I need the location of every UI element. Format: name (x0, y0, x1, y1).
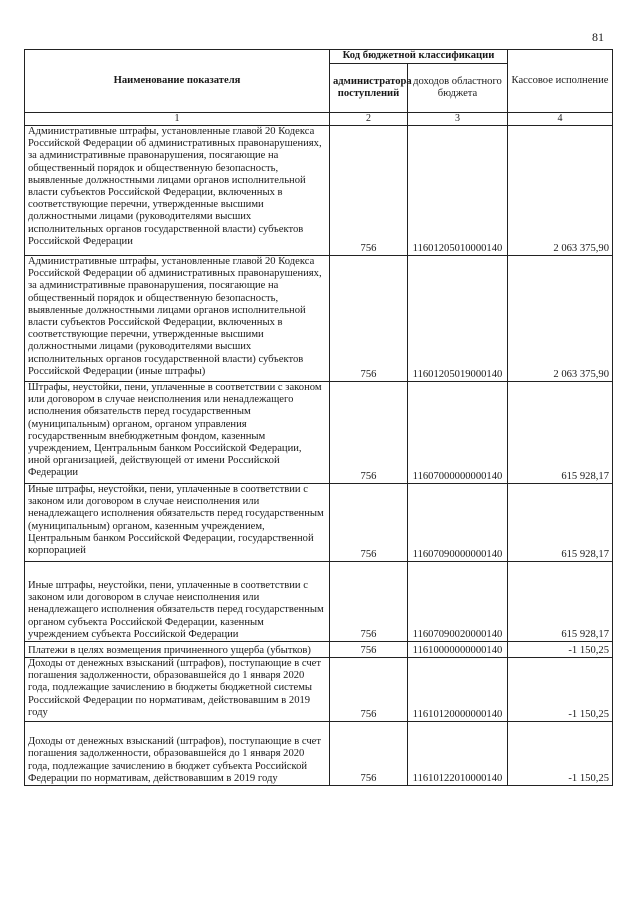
column-number: 2 (330, 113, 408, 126)
cash-execution-amount: -1 150,25 (508, 722, 613, 786)
header-budget-classification-code: Код бюджетной классификации (330, 50, 508, 64)
admin-code: 756 (330, 484, 408, 562)
indicator-name: Доходы от денежных взысканий (штрафов), поступающие в счет погашения задолженности, образовавшейся до 1 января 2020 года, подлежащие зачислению в бюджет субъекта Российской Федерации по нормативам, действовавшим в 2019 году (25, 722, 330, 786)
revenue-code: 11607090020000140 (408, 562, 508, 642)
column-number: 1 (25, 113, 330, 126)
revenue-code: 11610120000000140 (408, 658, 508, 722)
cash-execution-amount: -1 150,25 (508, 658, 613, 722)
table-row (25, 642, 613, 658)
indicator-name: Доходы от денежных взысканий (штрафов), поступающие в счет погашения задолженности, образовавшейся до 1 января 2020 года, подлежащие зачислению в бюджеты бюджетной системы Российской Федерации по нормативам, действовавшим в 2019 году (25, 658, 330, 722)
cash-execution-amount: 615 928,17 (508, 382, 613, 484)
cash-execution-amount: 615 928,17 (508, 562, 613, 642)
cash-execution-amount: -1 150,25 (508, 642, 613, 658)
cash-execution-amount: 615 928,17 (508, 484, 613, 562)
header-cash-execution: Кассовое исполнение (508, 50, 613, 113)
cash-execution-amount: 2 063 375,90 (508, 256, 613, 382)
table-row (25, 256, 613, 382)
page-number: 81 (592, 30, 604, 44)
revenue-code: 11601205019000140 (408, 256, 508, 382)
indicator-name: Административные штрафы, установленные главой 20 Кодекса Российской Федерации об административных правонарушениях, за административные правонарушения, посягающие на общественный порядок и общественную безопасность, выявленные должностными лицами органов исполнительной власти субъектов Российской Федерации, включенных в соответствующие перечни, утвержденные высшими должностными лицами (руководителями высших исполнительных органов государственной власти) субъектов Российской Федерации (25, 126, 330, 256)
admin-code: 756 (330, 382, 408, 484)
column-number: 4 (508, 113, 613, 126)
admin-code: 756 (330, 658, 408, 722)
admin-code: 756 (330, 722, 408, 786)
column-numbers-row (25, 113, 613, 126)
table-row (25, 562, 613, 642)
cash-execution-amount: 2 063 375,90 (508, 126, 613, 256)
revenue-code: 11607000000000140 (408, 382, 508, 484)
header-admin-code: администратора поступлений (330, 64, 408, 113)
admin-code: 756 (330, 126, 408, 256)
revenue-code: 11601205010000140 (408, 126, 508, 256)
table-row (25, 484, 613, 562)
indicator-name: Иные штрафы, неустойки, пени, уплаченные в соответствии с законом или договором в случае неисполнения или ненадлежащего исполнения обязательств перед государственным (муниципальным) органом, казенным учреждением, Центральным банком Российской Федерации, государственной корпорацией (25, 484, 330, 562)
revenue-code: 11610000000000140 (408, 642, 508, 658)
revenue-code: 11610122010000140 (408, 722, 508, 786)
admin-code: 756 (330, 642, 408, 658)
table-row (25, 126, 613, 256)
indicator-name: Платежи в целях возмещения причиненного ущерба (убытков) (25, 642, 330, 658)
revenue-code: 11607090000000140 (408, 484, 508, 562)
table-row (25, 658, 613, 722)
admin-code: 756 (330, 256, 408, 382)
admin-code: 756 (330, 562, 408, 642)
budget-revenue-table (24, 49, 613, 786)
indicator-name: Штрафы, неустойки, пени, уплаченные в соответствии с законом или договором в случае неисполнения или ненадлежащего исполнения обязательств перед государственным (муниципальным) органом, органом управления государственным внебюджетным фондом, казенным учреждением, Центральным банком Российской Федерации, иной организацией, действующей от имени Российской Федерации (25, 382, 330, 484)
header-revenue-code: доходов областного бюджета (408, 64, 508, 113)
indicator-name: Административные штрафы, установленные главой 20 Кодекса Российской Федерации об административных правонарушениях, за административные правонарушения, посягающие на общественный порядок и общественную безопасность, выявленные должностными лицами органов исполнительной власти субъектов Российской Федерации, включенных в соответствующие перечни, утвержденные высшими должностными лицами (руководителями высших исполнительных органов государственной власти) субъектов Российской Федерации (иные штрафы) (25, 256, 330, 382)
header-indicator-name: Наименование показателя (25, 50, 330, 113)
column-number: 3 (408, 113, 508, 126)
table-row (25, 722, 613, 786)
indicator-name: Иные штрафы, неустойки, пени, уплаченные в соответствии с законом или договором в случае неисполнения или ненадлежащего исполнения обязательств перед государственным органом субъекта Российской Федерации, казенным учреждением субъекта Российской Федерации (25, 562, 330, 642)
table-row (25, 382, 613, 484)
